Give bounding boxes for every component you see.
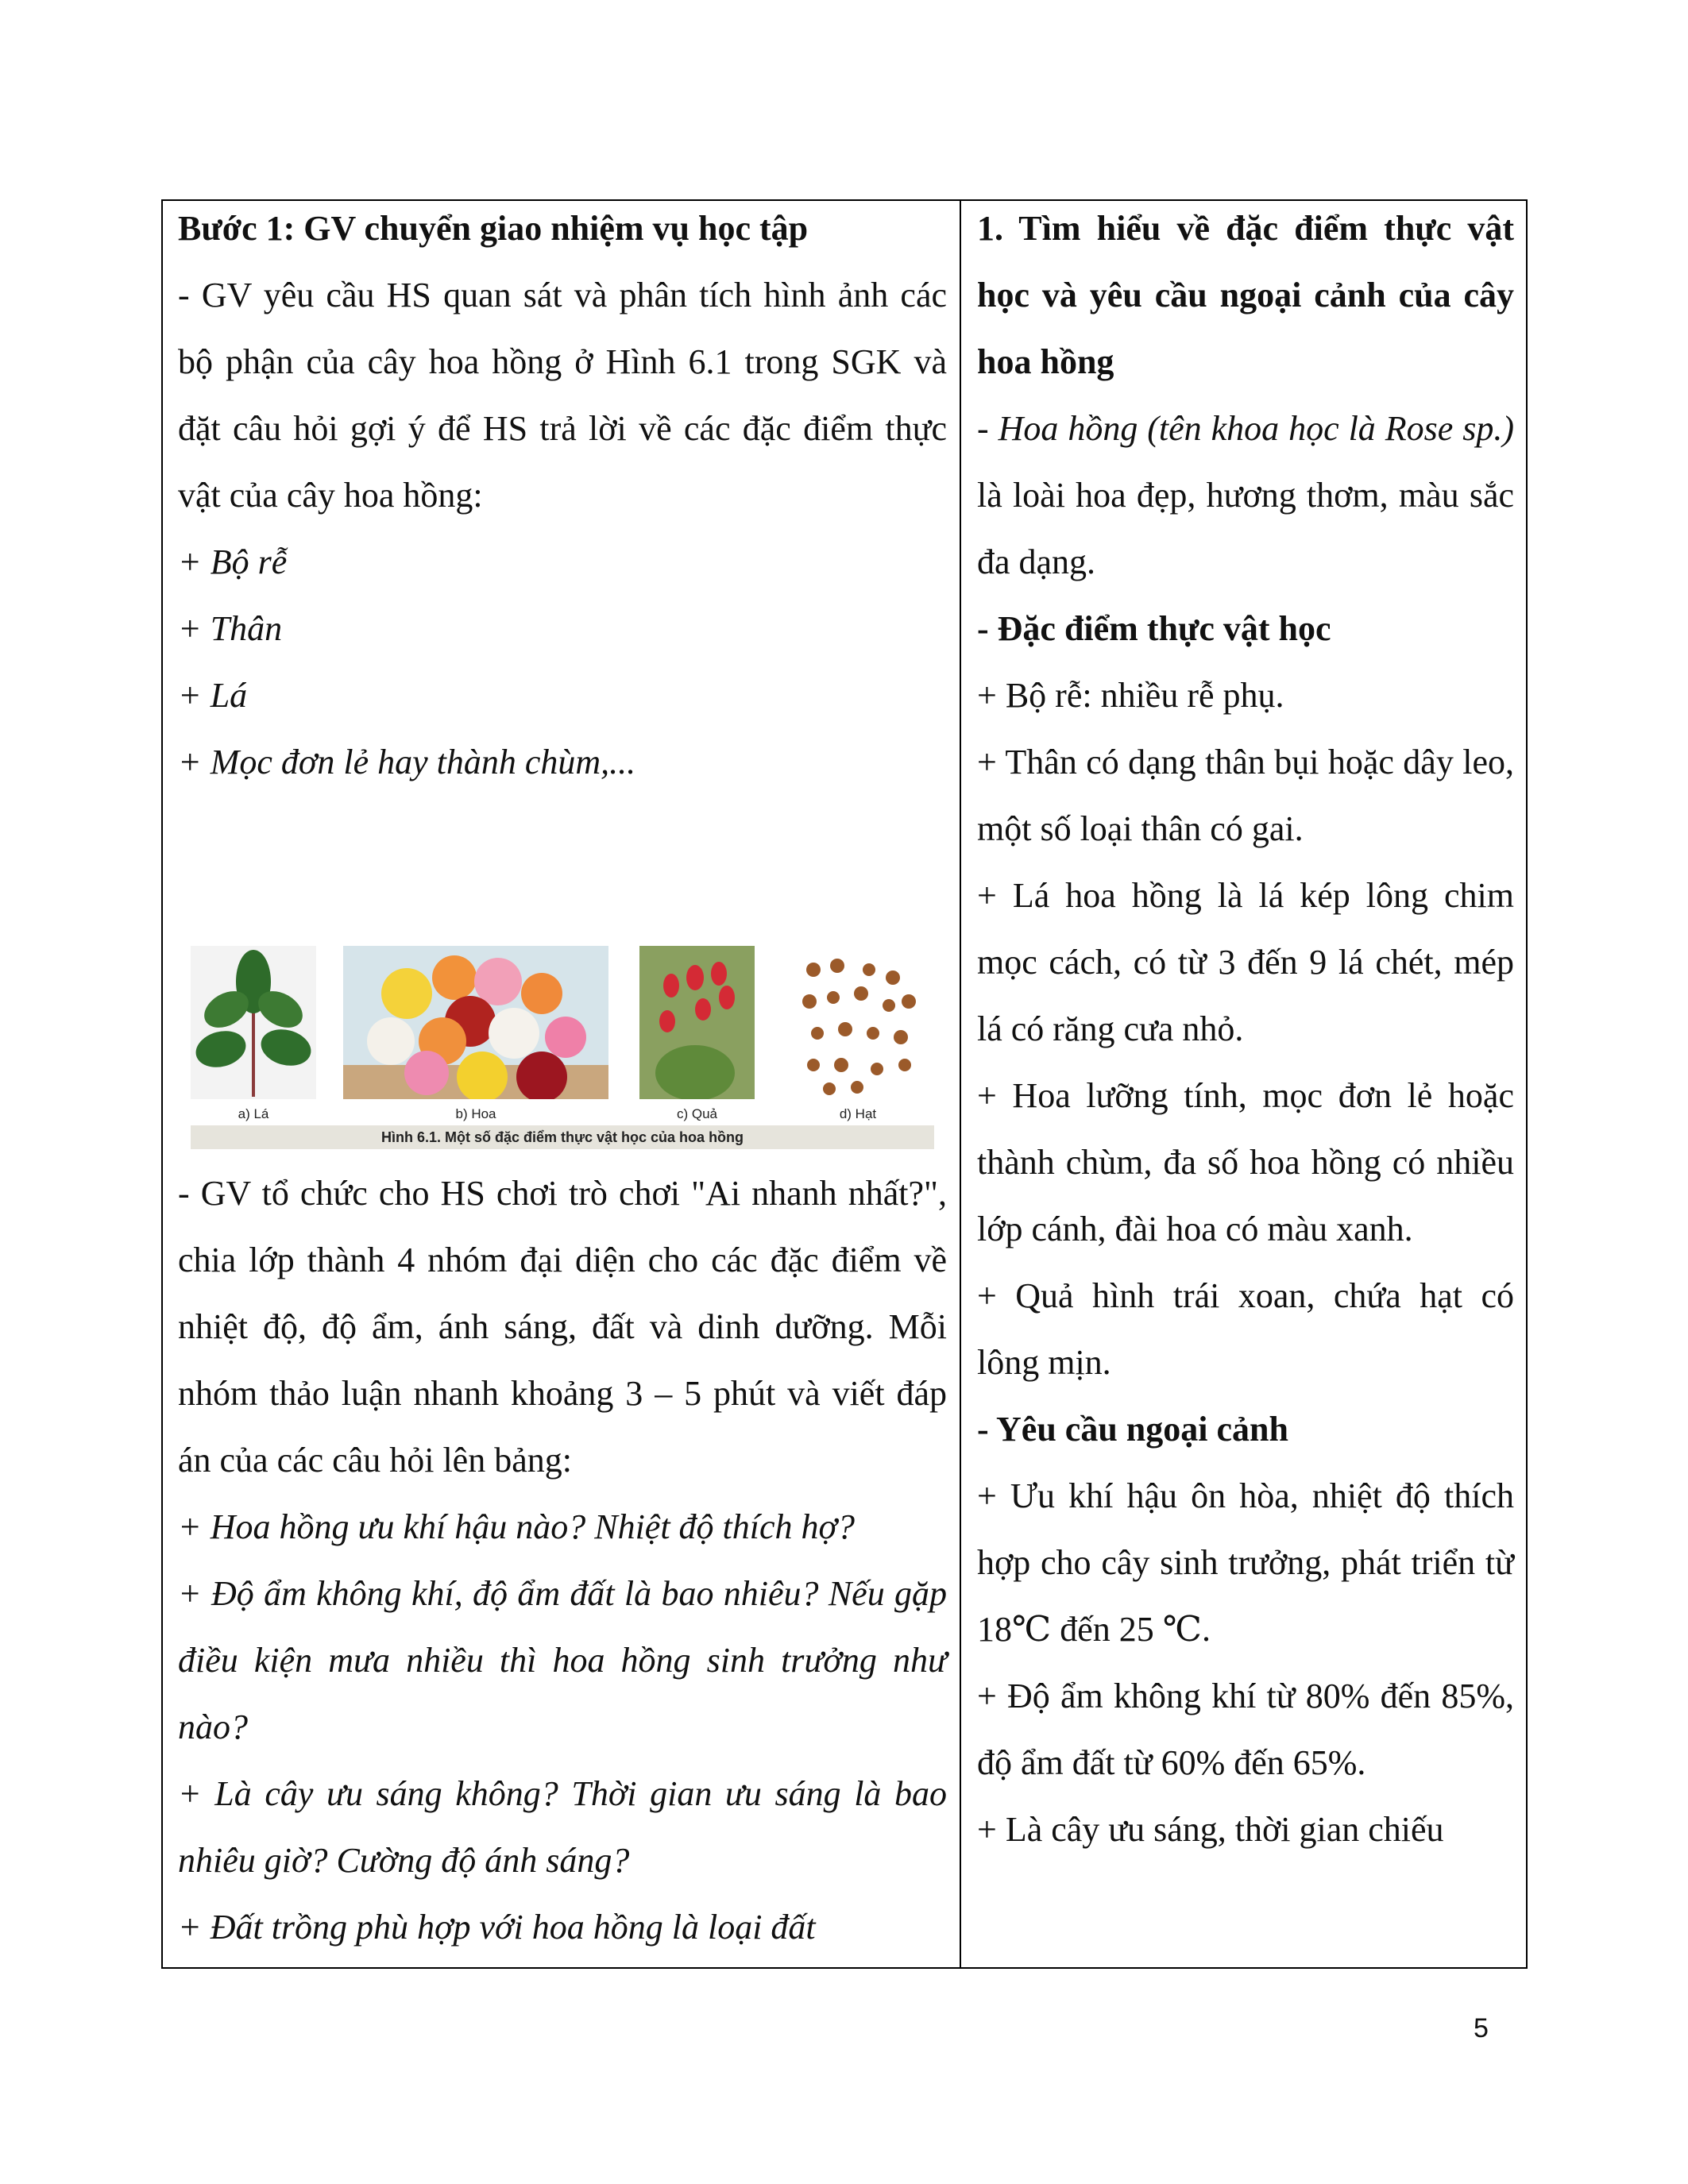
intro-paragraph [977, 396, 1514, 596]
figure-caption-a: a) Lá [238, 1106, 269, 1121]
question-item [178, 1761, 947, 1894]
question-item [178, 1561, 947, 1761]
figure-title: Hình 6.1. Một số đặc điểm thực vật học của hoa hồng [191, 1125, 934, 1149]
lesson-table [161, 199, 1528, 1969]
instruction-paragraph: - GV yêu cầu HS quan sát và phân tích hình ảnh các bộ phận của cây hoa hồng ở Hình 6.1 trong SGK và đặt câu hỏi gợi ý để HS trả lời về các đặc điểm thực vật của cây hoa hồng: [178, 276, 947, 515]
figure-caption-b: b) Hoa [455, 1106, 496, 1121]
environment-item: + Là cây ưu sáng, thời gian chiếu [977, 1810, 1444, 1849]
subheading-botany [977, 596, 1514, 662]
question-text: + Là cây ưu sáng không? Thời gian ưu sáng là bao nhiêu giờ? Cường độ ánh sáng? [178, 1774, 947, 1880]
leaf-image [191, 946, 316, 1099]
step-heading-text: Bước 1: GV chuyển giao nhiệm vụ học tập [178, 209, 809, 248]
section-heading [977, 199, 1514, 396]
seed-image [790, 946, 926, 1099]
botany-item: + Hoa lưỡng tính, mọc đơn lẻ hoặc thành chùm, đa số hoa hồng có nhiều lớp cánh, đài hoa có màu xanh. [977, 1076, 1514, 1248]
question-text: + Đất trồng phù hợp với hoa hồng là loại đất [178, 1908, 816, 1947]
column-divider [960, 201, 961, 1967]
subheading-environment [977, 1396, 1514, 1463]
page-number: 5 [1474, 2013, 1489, 2043]
figure-rose-parts [191, 946, 937, 1149]
environment-item: + Độ ẩm không khí từ 80% đến 85%, độ ẩm đất từ 60% đến 65%. [977, 1677, 1514, 1782]
botany-item: + Thân có dạng thân bụi hoặc dây leo, một số loại thân có gai. [977, 743, 1514, 848]
list-item-text: + Lá [178, 676, 248, 715]
botany-item: + Quả hình trái xoan, chứa hạt có lông mịn. [977, 1276, 1514, 1382]
intro-italic: - Hoa hồng (tên khoa học là Rose sp.) [977, 409, 1514, 448]
teacher-activity-column [178, 199, 947, 1961]
question-item [178, 1494, 947, 1561]
list-item [178, 529, 947, 596]
question-item [178, 1894, 947, 1961]
environment-item: + Ưu khí hậu ôn hòa, nhiệt độ thích hợp cho cây sinh trưởng, phát triển từ 18℃ đến 25 ℃. [977, 1476, 1514, 1649]
list-item-text: + Bộ rễ [178, 542, 288, 581]
flower-image [343, 946, 608, 1099]
subheading-text: - Yêu cầu ngoại cảnh [977, 1410, 1288, 1449]
section-heading-text: 1. Tìm hiểu về đặc điểm thực vật học và yêu cầu ngoại cảnh của cây hoa hồng [977, 209, 1514, 381]
intro-text: là loài hoa đẹp, hương thơm, màu sắc đa dạng. [977, 476, 1514, 581]
list-item-text: + Mọc đơn lẻ hay thành chùm,... [178, 743, 636, 781]
game-paragraph: - GV tổ chức cho HS chơi trò chơi "Ai nhanh nhất?", chia lớp thành 4 nhóm đại diện cho các đặc điểm về nhiệt độ, độ ẩm, ánh sáng, đất và dinh dưỡng. Mỗi nhóm thảo luận nhanh khoảng 3 – 5 phút và viết đáp án của các câu hỏi lên bảng: [178, 1174, 947, 1480]
content-column [977, 199, 1514, 1863]
question-text: + Độ ẩm không khí, độ ẩm đất là bao nhiêu? Nếu gặp điều kiện mưa nhiều thì hoa hồng sinh trưởng như nào? [178, 1574, 947, 1746]
question-text: + Hoa hồng ưu khí hậu nào? Nhiệt độ thích hợ? [178, 1507, 856, 1546]
step-heading [178, 199, 947, 262]
botany-item: + Lá hoa hồng là lá kép lông chim mọc cách, có từ 3 đến 9 lá chét, mép lá có răng cưa nhỏ. [977, 876, 1514, 1048]
list-item-text: + Thân [178, 609, 283, 648]
list-item [178, 596, 947, 662]
botany-item: + Bộ rễ: nhiều rễ phụ. [977, 676, 1284, 715]
list-item [178, 729, 947, 796]
fruit-image [639, 946, 755, 1099]
figure-caption-c: c) Quả [676, 1106, 718, 1121]
subheading-text: - Đặc điểm thực vật học [977, 609, 1331, 648]
list-item [178, 662, 947, 729]
figure-caption-d: d) Hạt [839, 1106, 877, 1121]
